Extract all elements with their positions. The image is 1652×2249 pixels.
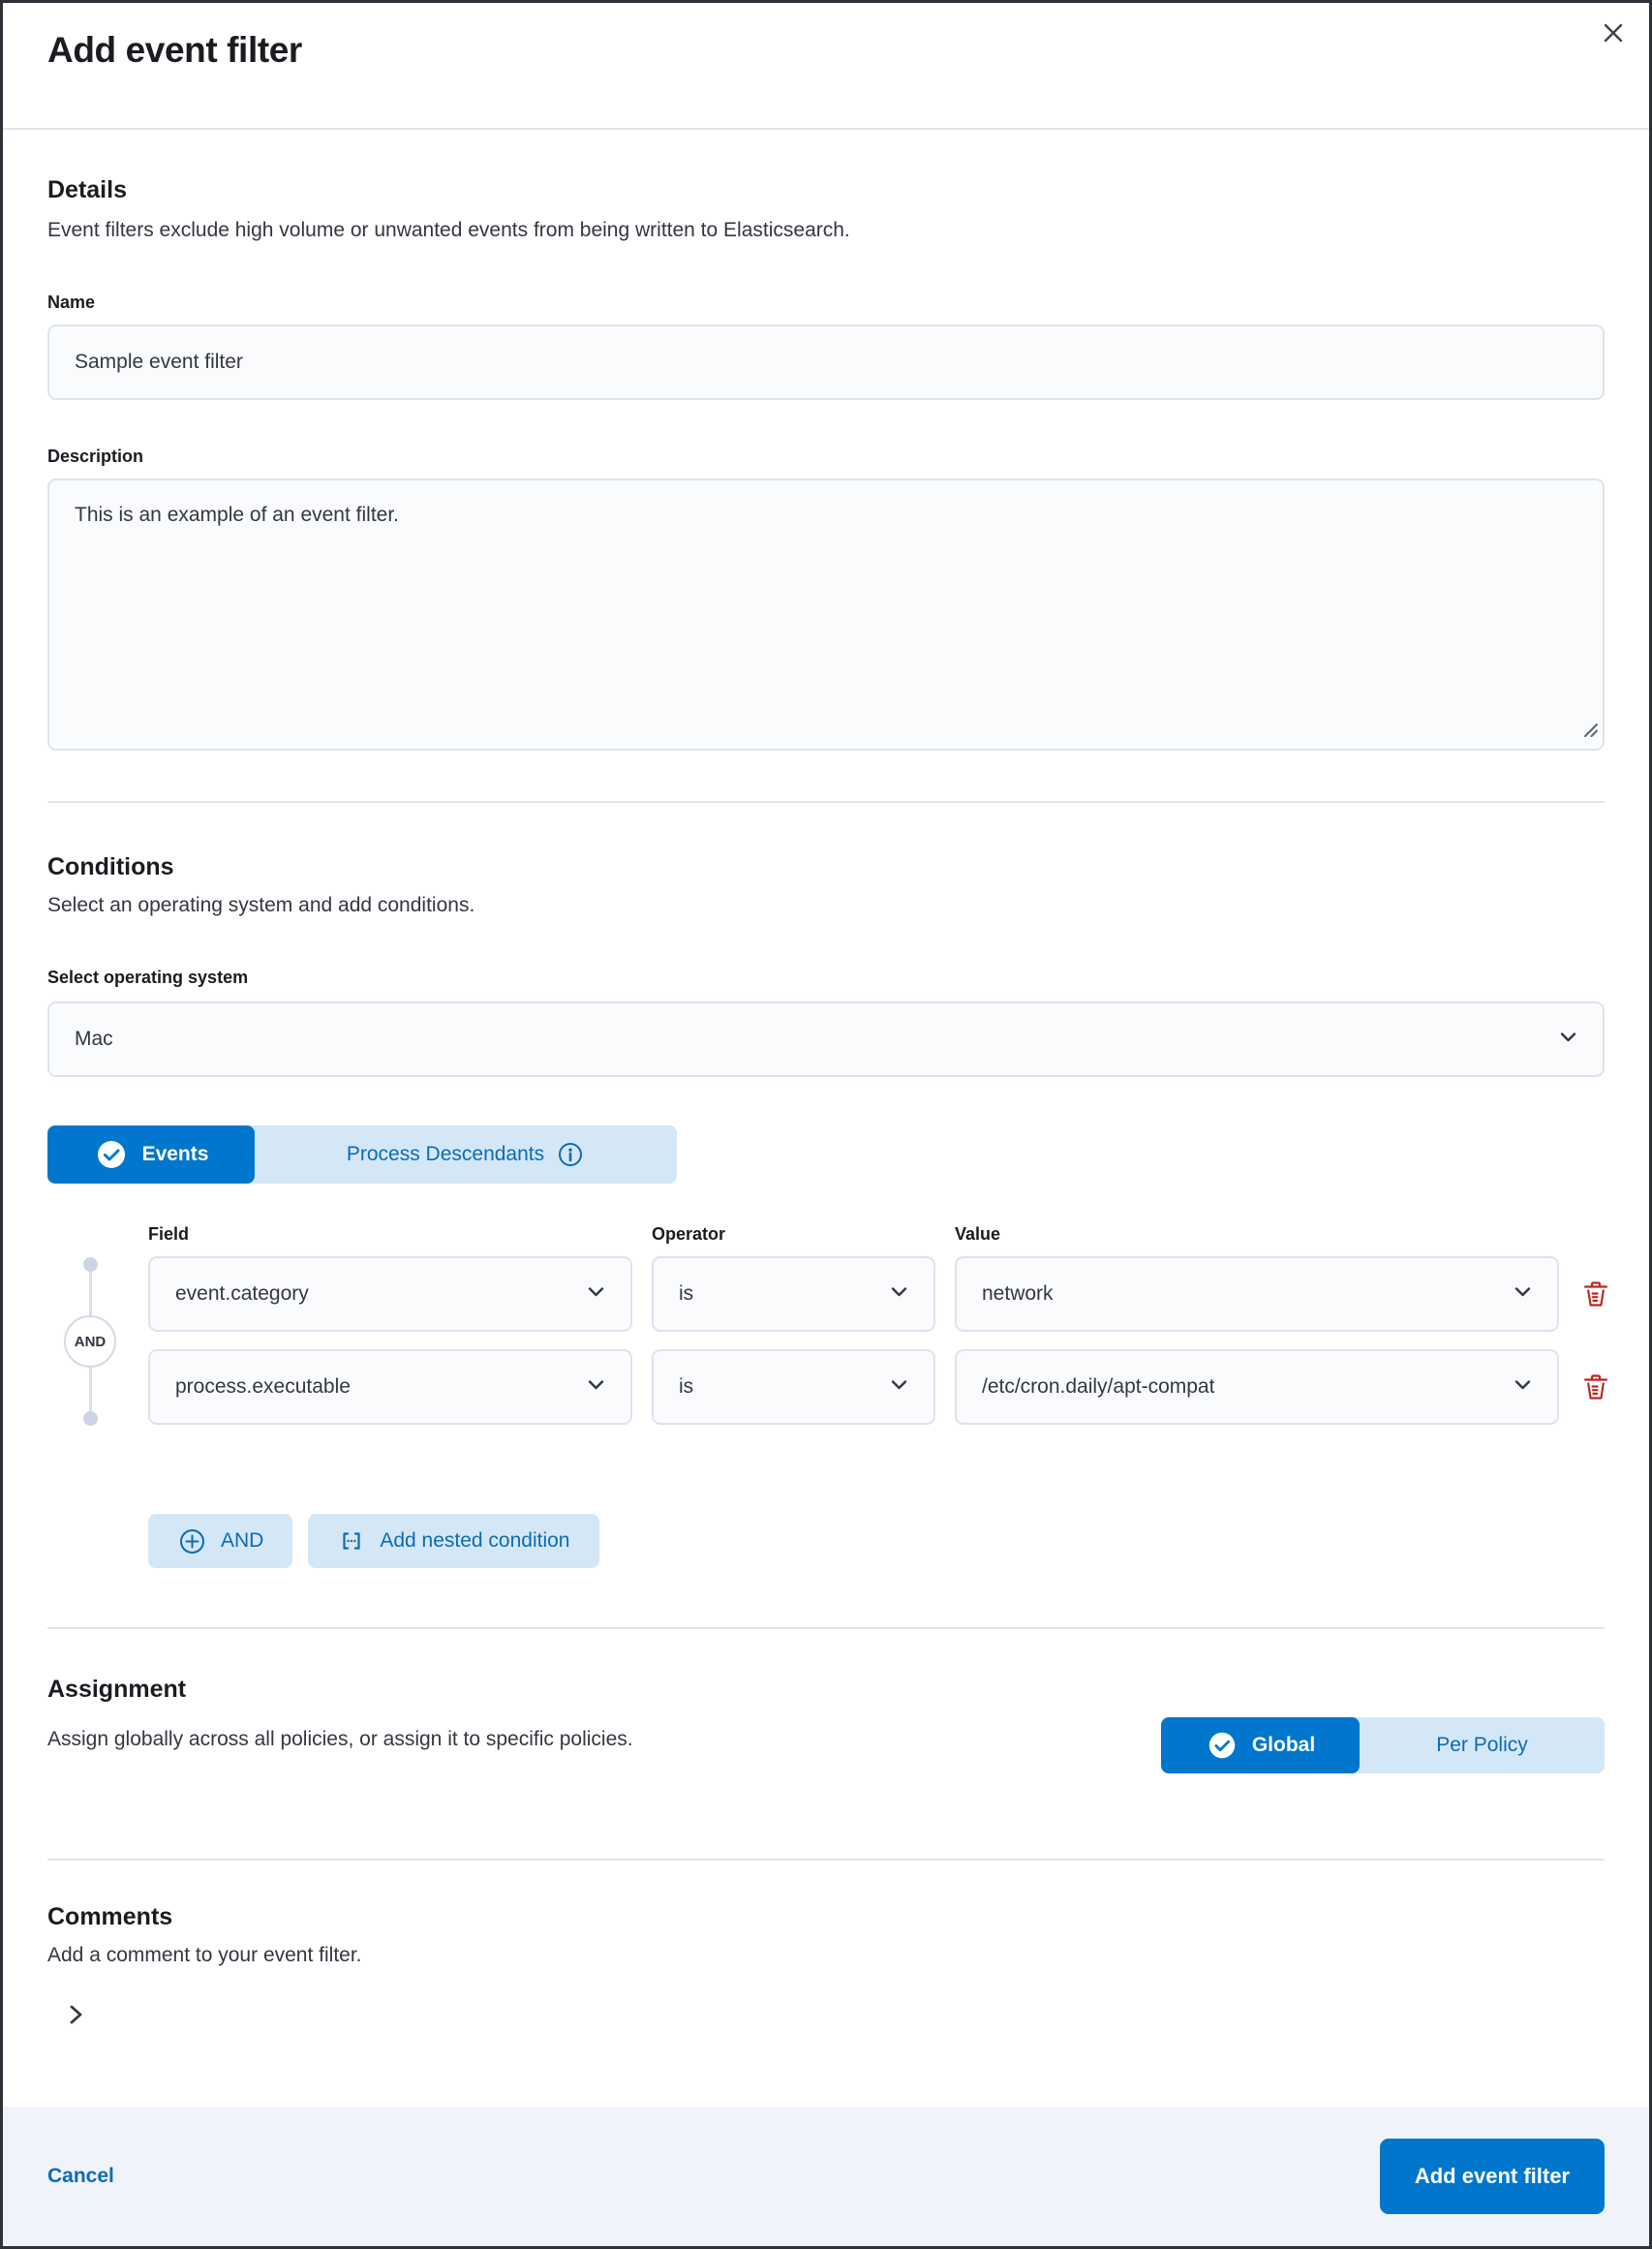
assignment-description: Assign globally across all policies, or assign it to specific policies.	[47, 1728, 633, 1750]
condition-column-headers	[148, 1224, 1605, 1245]
details-heading: Details	[47, 176, 127, 203]
field-select[interactable]: process.executable	[148, 1349, 632, 1425]
value-select[interactable]: /etc/cron.daily/apt-compat	[955, 1349, 1559, 1425]
os-select-value: Mac	[75, 1028, 113, 1050]
details-description: Event filters exclude high volume or unwanted events from being written to Elasticsearch.	[47, 219, 850, 241]
divider	[47, 1627, 1605, 1629]
assignment-section	[47, 1676, 1605, 1773]
condition-rows	[148, 1256, 1605, 1425]
name-label: Name	[47, 293, 96, 312]
field-column-header: Field	[148, 1224, 190, 1244]
toggle-per-policy[interactable]: Per Policy	[1360, 1717, 1605, 1773]
os-select-label: Select operating system	[47, 968, 249, 987]
chevron-down-icon	[886, 1279, 912, 1310]
chevron-down-icon	[583, 1279, 609, 1310]
add-nested-condition-button[interactable]: Add nested condition	[308, 1514, 598, 1568]
trash-icon[interactable]	[1578, 1274, 1613, 1314]
details-section	[47, 176, 1605, 751]
trash-icon[interactable]	[1578, 1367, 1613, 1407]
value-column-header: Value	[955, 1224, 1001, 1244]
resize-handle-icon[interactable]	[1581, 721, 1600, 744]
chevron-down-icon	[1555, 1024, 1581, 1056]
info-icon	[556, 1140, 585, 1169]
description-label: Description	[47, 447, 144, 466]
tab-process-descendants[interactable]: Process Descendants	[255, 1125, 677, 1184]
comments-accordion-chevron-right-icon[interactable]	[59, 1998, 92, 2031]
tab-events[interactable]: Events	[47, 1125, 255, 1184]
operator-column-header: Operator	[652, 1224, 726, 1244]
conditions-description: Select an operating system and add conditions.	[47, 894, 475, 916]
modal-header	[3, 3, 1649, 130]
value-select[interactable]: network	[955, 1256, 1559, 1332]
divider	[47, 1859, 1605, 1861]
description-textarea[interactable]	[47, 478, 1605, 751]
comments-section	[47, 1903, 1605, 2031]
toggle-global[interactable]: Global	[1161, 1717, 1360, 1773]
chevron-down-icon	[1510, 1371, 1536, 1403]
name-input[interactable]	[47, 324, 1605, 400]
assignment-toggle	[1161, 1717, 1605, 1773]
add-and-condition-button[interactable]: AND	[148, 1514, 292, 1568]
plus-in-circle-icon	[177, 1526, 207, 1556]
description-textarea-wrap	[47, 478, 1605, 751]
condition-builder	[47, 1224, 1605, 1425]
field-select[interactable]: event.category	[148, 1256, 632, 1332]
chevron-down-icon	[1510, 1279, 1536, 1310]
chevron-down-icon	[583, 1371, 609, 1403]
condition-actions	[148, 1514, 1605, 1568]
nested-icon	[337, 1526, 366, 1556]
operator-select[interactable]: is	[652, 1256, 935, 1332]
add-event-filter-button[interactable]: Add event filter	[1380, 2139, 1605, 2214]
and-connector-badge: AND	[64, 1315, 116, 1368]
modal-title: Add event filter	[47, 30, 302, 70]
comments-heading: Comments	[47, 1903, 173, 1930]
condition-type-tabs	[47, 1125, 677, 1184]
check-in-circle-icon	[1206, 1729, 1239, 1762]
operator-select[interactable]: is	[652, 1349, 935, 1425]
modal-body	[3, 130, 1649, 2107]
os-select[interactable]	[47, 1001, 1605, 1077]
cancel-button[interactable]: Cancel	[47, 2165, 114, 2187]
conditions-section	[47, 853, 1605, 1568]
modal-footer	[3, 2107, 1649, 2246]
check-in-circle-icon	[94, 1137, 129, 1172]
comments-description: Add a comment to your event filter.	[47, 1944, 362, 1966]
divider	[47, 801, 1605, 803]
chevron-down-icon	[886, 1371, 912, 1403]
and-connector	[47, 1257, 133, 1426]
conditions-heading: Conditions	[47, 853, 174, 880]
assignment-heading: Assignment	[47, 1676, 187, 1703]
close-icon[interactable]	[1591, 11, 1636, 55]
